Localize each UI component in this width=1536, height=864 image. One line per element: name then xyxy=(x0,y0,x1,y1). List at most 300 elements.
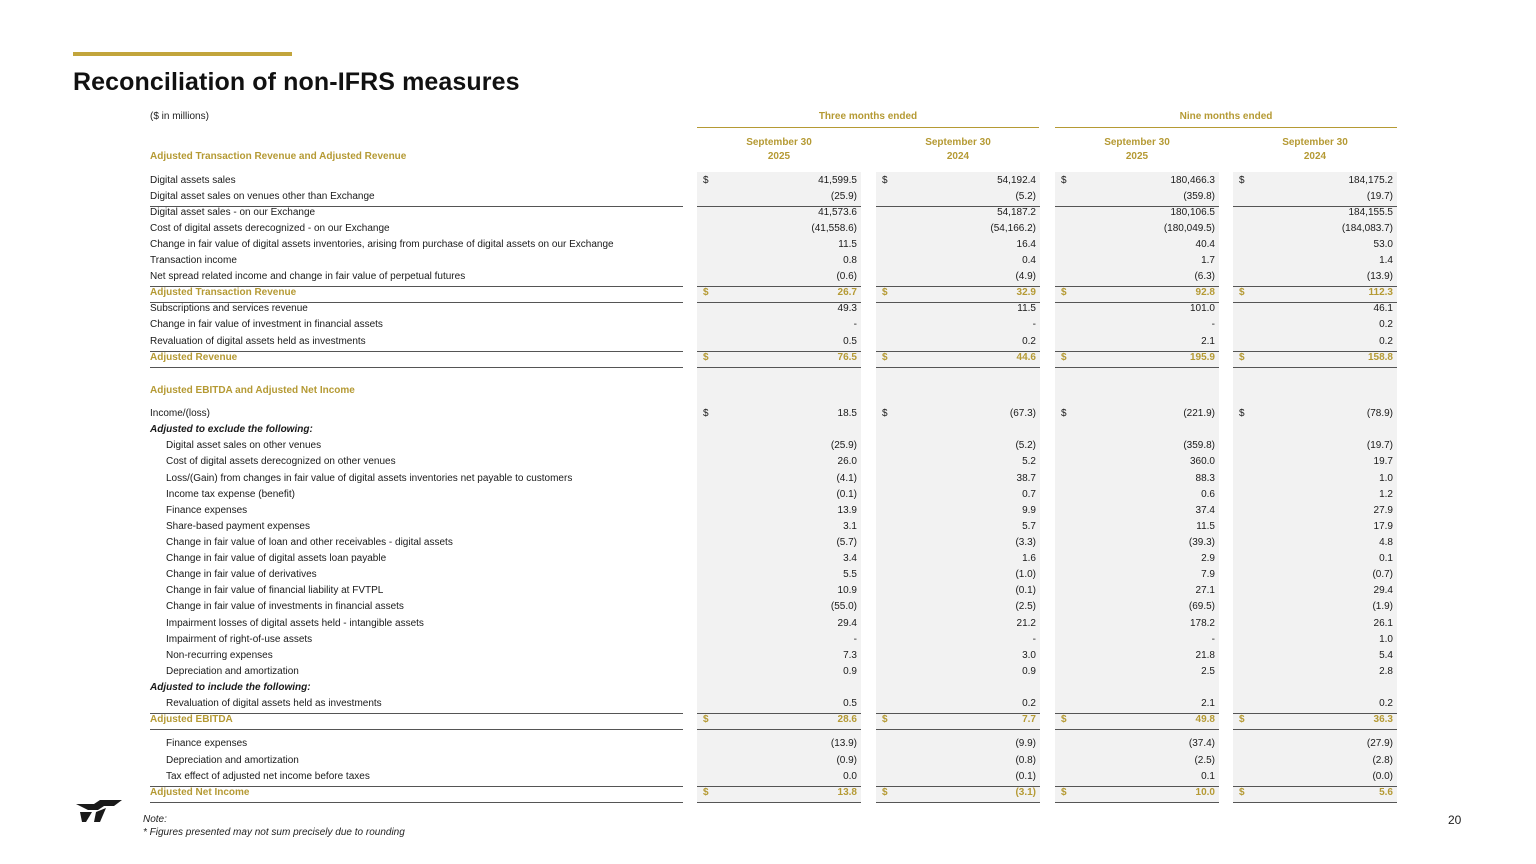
cell-value: 26.1 xyxy=(1373,618,1393,629)
value-cell xyxy=(876,221,1040,237)
row-divider xyxy=(697,729,861,730)
row-label: Loss/(Gain) from changes in fair value of digital assets inventories net payable to customers xyxy=(166,473,573,484)
cell-value: (13.9) xyxy=(830,738,857,749)
value-cell xyxy=(876,599,1040,615)
value-cell xyxy=(876,454,1040,470)
column-header-line2: 2025 xyxy=(1125,151,1149,162)
value-cell xyxy=(876,237,1040,253)
currency-symbol: $ xyxy=(703,175,709,186)
cell-value: 5.5 xyxy=(843,569,857,580)
value-cell xyxy=(876,567,1040,583)
row-divider xyxy=(1055,206,1219,207)
row-label: Tax effect of adjusted net income before taxes xyxy=(166,771,370,782)
value-cell xyxy=(1055,632,1219,648)
table-row xyxy=(150,753,1400,769)
table-row xyxy=(150,269,1400,285)
row-label: Change in fair value of investment in financial assets xyxy=(150,319,383,330)
currency-symbol: $ xyxy=(1239,408,1245,419)
cell-value: 18.5 xyxy=(837,408,857,419)
currency-symbol: $ xyxy=(1061,352,1067,363)
cell-value: 0.2 xyxy=(1379,336,1393,347)
row-divider xyxy=(1055,786,1219,787)
value-cell xyxy=(1055,438,1219,454)
value-cell xyxy=(697,237,861,253)
table-row xyxy=(150,535,1400,551)
column-header-line2: 2024 xyxy=(946,151,970,162)
row-divider xyxy=(876,729,1040,730)
value-cell xyxy=(697,503,861,519)
row-label: Adjusted to include the following: xyxy=(150,682,311,693)
value-cell xyxy=(1055,189,1219,205)
cell-value: 0.1 xyxy=(1379,553,1393,564)
cell-value: 0.6 xyxy=(1201,489,1215,500)
cell-value: 0.2 xyxy=(1022,336,1036,347)
value-cell xyxy=(1233,551,1397,567)
value-cell xyxy=(697,221,861,237)
value-cell xyxy=(1233,269,1397,285)
value-cell xyxy=(1233,406,1397,422)
cell-value: (359.8) xyxy=(1183,191,1215,202)
cell-value: (3.1) xyxy=(1015,787,1036,798)
table-row xyxy=(150,736,1400,752)
cell-value: (1.0) xyxy=(1015,569,1036,580)
cell-value: 1.4 xyxy=(1379,255,1393,266)
row-divider xyxy=(876,351,1040,352)
cell-value: (184,083.7) xyxy=(1341,223,1393,234)
value-cell xyxy=(1055,567,1219,583)
row-divider xyxy=(1233,713,1397,714)
value-cell xyxy=(876,438,1040,454)
value-cell xyxy=(1055,648,1219,664)
row-divider xyxy=(1055,286,1219,287)
value-cell xyxy=(1055,334,1219,350)
cell-value: (37.4) xyxy=(1188,738,1215,749)
value-cell xyxy=(697,406,861,422)
cell-value: (2.5) xyxy=(1015,601,1036,612)
cell-value: (0.1) xyxy=(1015,585,1036,596)
value-cell xyxy=(1055,285,1219,301)
currency-symbol: $ xyxy=(1061,287,1067,298)
cell-value: - xyxy=(1211,319,1215,330)
cell-value: (2.8) xyxy=(1372,755,1393,766)
value-cell xyxy=(1233,712,1397,728)
cell-value: 32.9 xyxy=(1016,287,1036,298)
value-cell xyxy=(1233,350,1397,366)
value-cell xyxy=(1233,769,1397,785)
value-cell xyxy=(876,753,1040,769)
cell-value: 49.8 xyxy=(1195,714,1215,725)
cell-value: 11.5 xyxy=(1196,521,1215,532)
value-cell xyxy=(876,487,1040,503)
cell-value: 195.9 xyxy=(1189,352,1215,363)
currency-symbol: $ xyxy=(703,287,709,298)
row-divider xyxy=(876,206,1040,207)
row-divider xyxy=(1233,786,1397,787)
value-cell xyxy=(876,519,1040,535)
row-divider xyxy=(150,729,683,730)
value-cell xyxy=(1233,317,1397,333)
row-divider xyxy=(697,713,861,714)
cell-value: 1.0 xyxy=(1379,634,1393,645)
value-cell xyxy=(697,301,861,317)
cell-value: 54,187.2 xyxy=(997,207,1036,218)
cell-value: 27.1 xyxy=(1195,585,1215,596)
cell-value: 19.7 xyxy=(1373,456,1393,467)
cell-value: 2.1 xyxy=(1201,336,1215,347)
table-row xyxy=(150,680,1400,696)
table-total-row xyxy=(150,285,1400,301)
cell-value: (13.9) xyxy=(1366,271,1393,282)
table-row xyxy=(150,237,1400,253)
row-label: Adjusted Revenue xyxy=(150,352,238,363)
cell-value: (2.5) xyxy=(1194,755,1215,766)
value-cell xyxy=(876,632,1040,648)
value-cell xyxy=(697,535,861,551)
cell-value: 158.8 xyxy=(1367,352,1393,363)
cell-value: 37.4 xyxy=(1195,505,1215,516)
currency-symbol: $ xyxy=(882,352,888,363)
value-cell xyxy=(697,205,861,221)
value-cell xyxy=(1055,785,1219,801)
cell-value: (55.0) xyxy=(830,601,857,612)
row-divider xyxy=(1055,302,1219,303)
row-divider xyxy=(697,286,861,287)
row-divider xyxy=(1055,713,1219,714)
value-cell xyxy=(1233,285,1397,301)
table-row xyxy=(150,422,1400,438)
cell-value: 7.9 xyxy=(1201,569,1215,580)
row-label: Finance expenses xyxy=(166,505,248,516)
value-cell xyxy=(1055,173,1219,189)
column-header-q3-2024 xyxy=(876,136,1040,164)
currency-symbol: $ xyxy=(1061,714,1067,725)
currency-symbol: $ xyxy=(882,408,888,419)
row-label: Digital assets sales xyxy=(150,175,236,186)
cell-value: 36.3 xyxy=(1373,714,1393,725)
value-cell xyxy=(876,253,1040,269)
table-row xyxy=(150,503,1400,519)
row-label: Digital asset sales - on our Exchange xyxy=(150,207,316,218)
value-cell xyxy=(1055,712,1219,728)
value-cell xyxy=(876,173,1040,189)
column-header-line1: September 30 xyxy=(1104,137,1170,148)
cell-value: 76.5 xyxy=(837,352,857,363)
table-row xyxy=(150,648,1400,664)
row-divider xyxy=(1055,729,1219,730)
value-cell xyxy=(697,454,861,470)
cell-value: (5.7) xyxy=(836,537,857,548)
value-cell xyxy=(1233,454,1397,470)
cell-value: 0.9 xyxy=(1022,666,1036,677)
row-divider xyxy=(876,802,1040,803)
value-cell xyxy=(876,317,1040,333)
group-header-three-months: Three months ended xyxy=(697,111,1039,128)
cell-value: (0.7) xyxy=(1372,569,1393,580)
cell-value: (67.3) xyxy=(1009,408,1036,419)
cell-value: 0.7 xyxy=(1022,489,1036,500)
row-divider xyxy=(1055,802,1219,803)
cell-value: 44.6 xyxy=(1016,352,1036,363)
row-divider xyxy=(150,367,683,368)
cell-value: 0.5 xyxy=(843,698,857,709)
table-row xyxy=(150,519,1400,535)
currency-symbol: $ xyxy=(703,352,709,363)
value-cell xyxy=(697,632,861,648)
table-row xyxy=(150,487,1400,503)
row-divider xyxy=(1055,367,1219,368)
cell-value: - xyxy=(1032,319,1036,330)
value-cell xyxy=(1055,221,1219,237)
currency-symbol: $ xyxy=(703,408,709,419)
table-total-row xyxy=(150,712,1400,728)
row-label: Digital asset sales on venues other than Exchange xyxy=(150,191,375,202)
row-divider xyxy=(150,351,683,352)
value-cell xyxy=(876,269,1040,285)
currency-symbol: $ xyxy=(1239,352,1245,363)
value-cell xyxy=(1233,583,1397,599)
currency-symbol: $ xyxy=(1061,787,1067,798)
cell-value: 26.0 xyxy=(837,456,857,467)
value-cell xyxy=(1233,680,1397,696)
value-cell xyxy=(1055,205,1219,221)
currency-symbol: $ xyxy=(1061,175,1067,186)
value-cell xyxy=(876,535,1040,551)
row-label: Adjusted Transaction Revenue xyxy=(150,287,297,298)
value-cell xyxy=(1233,599,1397,615)
cell-value: 21.8 xyxy=(1195,650,1215,661)
cell-value: 1.0 xyxy=(1379,473,1393,484)
value-cell xyxy=(1233,173,1397,189)
cell-value: 0.2 xyxy=(1022,698,1036,709)
row-label: Depreciation and amortization xyxy=(166,755,299,766)
currency-symbol: $ xyxy=(1239,787,1245,798)
row-label: Change in fair value of financial liability at FVTPL xyxy=(166,585,384,596)
page-title: Reconciliation of non-IFRS measures xyxy=(73,68,520,96)
table-row xyxy=(150,583,1400,599)
cell-value: 7.7 xyxy=(1022,714,1036,725)
table-row xyxy=(150,664,1400,680)
row-divider xyxy=(1055,351,1219,352)
cell-value: 0.4 xyxy=(1022,255,1036,266)
row-label: Share-based payment expenses xyxy=(166,521,310,532)
value-cell xyxy=(1233,422,1397,438)
cell-value: 16.4 xyxy=(1016,239,1036,250)
table-row xyxy=(150,406,1400,422)
value-cell xyxy=(697,173,861,189)
cell-value: 17.9 xyxy=(1373,521,1393,532)
row-divider xyxy=(1233,206,1397,207)
row-label: Adjusted Net Income xyxy=(150,787,250,798)
cell-value: (6.3) xyxy=(1194,271,1215,282)
cell-value: 27.9 xyxy=(1373,505,1393,516)
row-label: Impairment of right-of-use assets xyxy=(166,634,313,645)
cell-value: 112.3 xyxy=(1368,287,1393,298)
row-divider xyxy=(1233,367,1397,368)
cell-value: (5.2) xyxy=(1015,440,1036,451)
value-cell xyxy=(876,334,1040,350)
company-logo-icon xyxy=(74,798,124,824)
value-cell xyxy=(876,406,1040,422)
cell-value: - xyxy=(1211,634,1215,645)
value-cell xyxy=(697,736,861,752)
cell-value: 0.8 xyxy=(843,255,857,266)
cell-value: 26.7 xyxy=(837,287,857,298)
value-cell xyxy=(876,551,1040,567)
table-total-row xyxy=(150,350,1400,366)
value-cell xyxy=(876,422,1040,438)
value-cell xyxy=(1233,616,1397,632)
value-cell xyxy=(697,519,861,535)
cell-value: 13.9 xyxy=(837,505,857,516)
cell-value: 0.2 xyxy=(1379,698,1393,709)
cell-value: 54,192.4 xyxy=(997,175,1036,186)
cell-value: 184,155.5 xyxy=(1348,207,1393,218)
cell-value: 5.7 xyxy=(1022,521,1036,532)
row-divider xyxy=(876,786,1040,787)
value-cell xyxy=(697,753,861,769)
cell-value: 29.4 xyxy=(1373,585,1393,596)
cell-value: (19.7) xyxy=(1366,191,1393,202)
row-divider xyxy=(1233,729,1397,730)
value-cell xyxy=(876,189,1040,205)
cell-value: (180,049.5) xyxy=(1163,223,1215,234)
row-divider xyxy=(1233,302,1397,303)
value-cell xyxy=(876,785,1040,801)
row-label: Adjusted to exclude the following: xyxy=(150,424,313,435)
row-label: Transaction income xyxy=(150,255,237,266)
column-header-9m-2024 xyxy=(1233,136,1397,164)
column-header-line1: September 30 xyxy=(746,137,812,148)
row-divider xyxy=(697,367,861,368)
table-row xyxy=(150,253,1400,269)
cell-value: 0.1 xyxy=(1201,771,1215,782)
cell-value: - xyxy=(853,634,857,645)
cell-value: 101.0 xyxy=(1189,303,1215,314)
cell-value: 7.3 xyxy=(843,650,857,661)
column-header-q3-2025 xyxy=(697,136,861,164)
cell-value: 3.4 xyxy=(843,553,857,564)
value-cell xyxy=(876,648,1040,664)
cell-value: 0.2 xyxy=(1379,319,1393,330)
row-divider xyxy=(1233,351,1397,352)
cell-value: (0.6) xyxy=(836,271,857,282)
value-cell xyxy=(697,769,861,785)
cell-value: (25.9) xyxy=(830,191,857,202)
column-header-line1: September 30 xyxy=(1282,137,1348,148)
value-cell xyxy=(697,712,861,728)
column-header-line2: 2025 xyxy=(767,151,791,162)
row-divider xyxy=(697,206,861,207)
cell-value: 5.6 xyxy=(1379,787,1393,798)
value-cell xyxy=(1233,664,1397,680)
value-cell xyxy=(1055,736,1219,752)
cell-value: 46.1 xyxy=(1373,303,1393,314)
cell-value: 3.0 xyxy=(1022,650,1036,661)
cell-value: 92.8 xyxy=(1195,287,1215,298)
cell-value: - xyxy=(1032,634,1036,645)
row-divider xyxy=(876,713,1040,714)
row-divider xyxy=(150,786,683,787)
table-row xyxy=(150,334,1400,350)
currency-symbol: $ xyxy=(703,714,709,725)
value-cell xyxy=(876,205,1040,221)
cell-value: 0.5 xyxy=(843,336,857,347)
cell-value: (69.5) xyxy=(1188,601,1215,612)
value-cell xyxy=(1055,519,1219,535)
value-cell xyxy=(697,285,861,301)
value-cell xyxy=(1055,696,1219,712)
cell-value: 184,175.2 xyxy=(1348,175,1393,186)
row-label: Change in fair value of digital assets loan payable xyxy=(166,553,387,564)
value-cell xyxy=(1055,301,1219,317)
value-cell xyxy=(1233,189,1397,205)
cell-value: 5.4 xyxy=(1379,650,1393,661)
value-cell xyxy=(1055,616,1219,632)
section-header-revenue: Adjusted Transaction Revenue and Adjusted Revenue xyxy=(150,151,407,162)
row-label: Adjusted EBITDA xyxy=(150,714,233,725)
value-cell xyxy=(876,736,1040,752)
cell-value: 5.2 xyxy=(1022,456,1036,467)
value-cell xyxy=(876,680,1040,696)
value-cell xyxy=(876,664,1040,680)
value-cell xyxy=(1055,535,1219,551)
cell-value: (9.9) xyxy=(1015,738,1036,749)
units-label: ($ in millions) xyxy=(150,111,209,122)
row-label: Revaluation of digital assets held as investments xyxy=(150,336,366,347)
cell-value: (41,558.6) xyxy=(811,223,857,234)
group-header-nine-months: Nine months ended xyxy=(1055,111,1397,128)
value-cell xyxy=(1055,471,1219,487)
cell-value: (78.9) xyxy=(1366,408,1393,419)
cell-value: (0.0) xyxy=(1372,771,1393,782)
row-divider xyxy=(876,367,1040,368)
value-cell xyxy=(1055,664,1219,680)
value-cell xyxy=(697,189,861,205)
value-cell xyxy=(1233,519,1397,535)
row-label: Net spread related income and change in fair value of perpetual futures xyxy=(150,271,466,282)
value-cell xyxy=(697,471,861,487)
cell-value: (4.1) xyxy=(836,473,857,484)
title-accent-bar xyxy=(73,52,292,56)
cell-value: 3.1 xyxy=(843,521,857,532)
cell-value: 1.7 xyxy=(1201,255,1215,266)
page-number: 20 xyxy=(1448,813,1462,827)
value-cell xyxy=(1055,406,1219,422)
cell-value: 53.0 xyxy=(1373,239,1393,250)
row-divider xyxy=(1233,286,1397,287)
column-header-line2: 2024 xyxy=(1303,151,1327,162)
cell-value: 2.8 xyxy=(1379,666,1393,677)
table-row xyxy=(150,173,1400,189)
row-label: Cost of digital assets derecognized on other venues xyxy=(166,456,396,467)
cell-value: 10.9 xyxy=(837,585,857,596)
currency-symbol: $ xyxy=(703,787,709,798)
cell-value: 1.2 xyxy=(1379,489,1393,500)
value-cell xyxy=(1233,535,1397,551)
value-cell xyxy=(1233,205,1397,221)
cell-value: (25.9) xyxy=(830,440,857,451)
column-header-9m-2025 xyxy=(1055,136,1219,164)
row-label: Income tax expense (benefit) xyxy=(166,489,295,500)
currency-symbol: $ xyxy=(882,175,888,186)
cell-value: (0.8) xyxy=(1015,755,1036,766)
cell-value: 9.9 xyxy=(1022,505,1036,516)
value-cell xyxy=(1055,269,1219,285)
value-cell xyxy=(697,487,861,503)
value-cell xyxy=(1233,648,1397,664)
row-divider xyxy=(150,713,683,714)
row-divider xyxy=(150,802,683,803)
